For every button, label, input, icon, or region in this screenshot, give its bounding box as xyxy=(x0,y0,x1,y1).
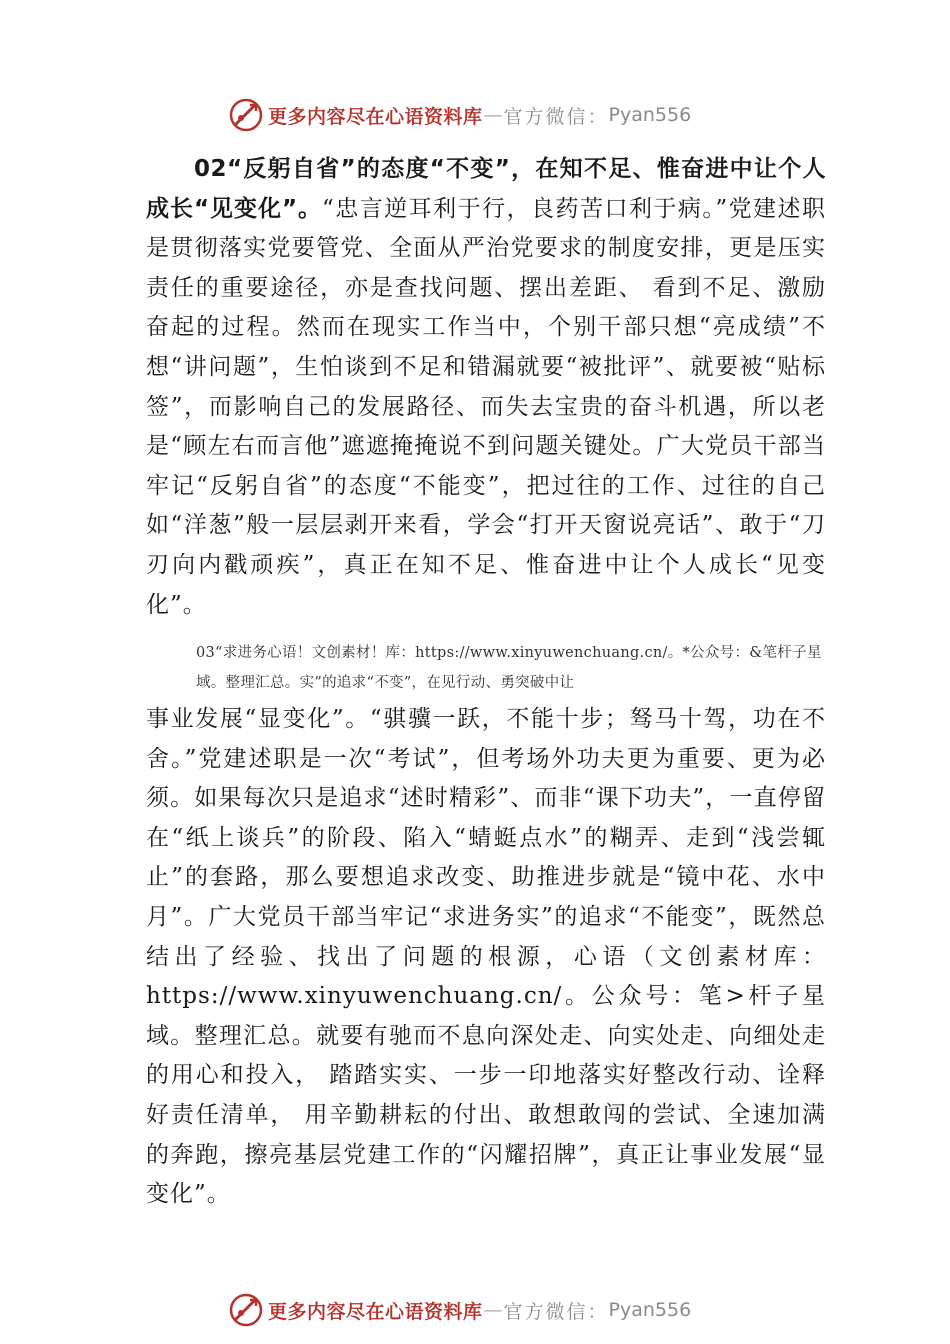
footer-banner xyxy=(228,1290,691,1330)
banner-weixin-id: Pyan556 xyxy=(608,1299,692,1321)
banner-weixin-id: Pyan556 xyxy=(608,104,692,126)
banner-weixin-label: 官方微信： xyxy=(503,105,609,128)
section-02-body: “忠言逆耳利于行，良药苦口利于病。”党建述职是贯彻落实党要管党、全面从严治党要求的制度安排，更是压实责任的重要途径，亦是查找问题、摆出差距、 看到不足、激励奋起的过程。然而在现实工作当中，个别干部只想“亮成绩”不想“讲问题”，生怕谈到不足和错漏就要“被批评”、就要被“贴标签”，而影响自己的发展路径、而失去宝贵的奋斗机遇，所以老是“顾左右而言他”遮遮掩掩说不到问题关键处。广大党员干部当牢记“反躬自省”的态度“不能变”，把过往的工作、过往的自己如“洋葱”般一层层剥开来看，学会“打开天窗说亮话”、敢于“刀刃向内戳顽疾”，真正在知不足、惟奋进中让个人成长“见变化”。 xyxy=(146,195,826,618)
banner-weixin-label: 官方微信： xyxy=(503,1300,609,1323)
banner-title: 更多内容尽在心语资料库 xyxy=(268,105,483,128)
section-03-body: 事业发展“显变化”。“骐骥一跃，不能十步；驽马十驾，功在不舍。”党建述职是一次“考试”，但考场外功夫更为重要、更为必须。如果每次只是追求“述时精彩”、而非“课下功夫”，一直停留在“纸上谈兵”的阶段、陷入“蜻蜓点水”的糊弄、走到“浅尝辄止”的套路，那么要想追求改变、助推进步就是“镜中花、水中月”。广大党员干部当牢记“求进务实”的追求“不能变”，既然总结出了经验、找出了问题的根源，心语（文创素材库：https://www.xinyuwenchuang.cn/。公众号：笔>杆子星域。整理汇总。就要有驰而不息向深处走、向实处走、向细处走的用心和投入， 踏踏实实、一步一印地落实好整改行动、诠释好责任清单， 用辛勤耕耘的付出、敢想敢闯的尝试、全速加满的奔跑，擦亮基层党建工作的“闪耀招牌”，真正让事业发展“显变化”。 xyxy=(146,706,826,1208)
section-02-heading: 02“反躬自省”的态度“不变”，在知不足、惟奋进中让个人成长“见变化”。 xyxy=(146,156,826,222)
section-02-paragraph xyxy=(146,150,826,625)
brand-logo-icon xyxy=(228,97,264,133)
section-03-note: 03“求进务心语！文创素材！库：https://www.xinyuwenchuang.cn/。*公众号：&笔杆子星域。整理汇总。实”的追求“不变”，在见行动、勇突破中让 xyxy=(196,645,822,691)
header-banner xyxy=(228,95,691,135)
banner-separator: — xyxy=(483,1299,503,1321)
banner-title: 更多内容尽在心语资料库 xyxy=(268,1300,483,1323)
banner-separator: — xyxy=(483,104,503,126)
brand-logo-icon xyxy=(228,1292,264,1328)
